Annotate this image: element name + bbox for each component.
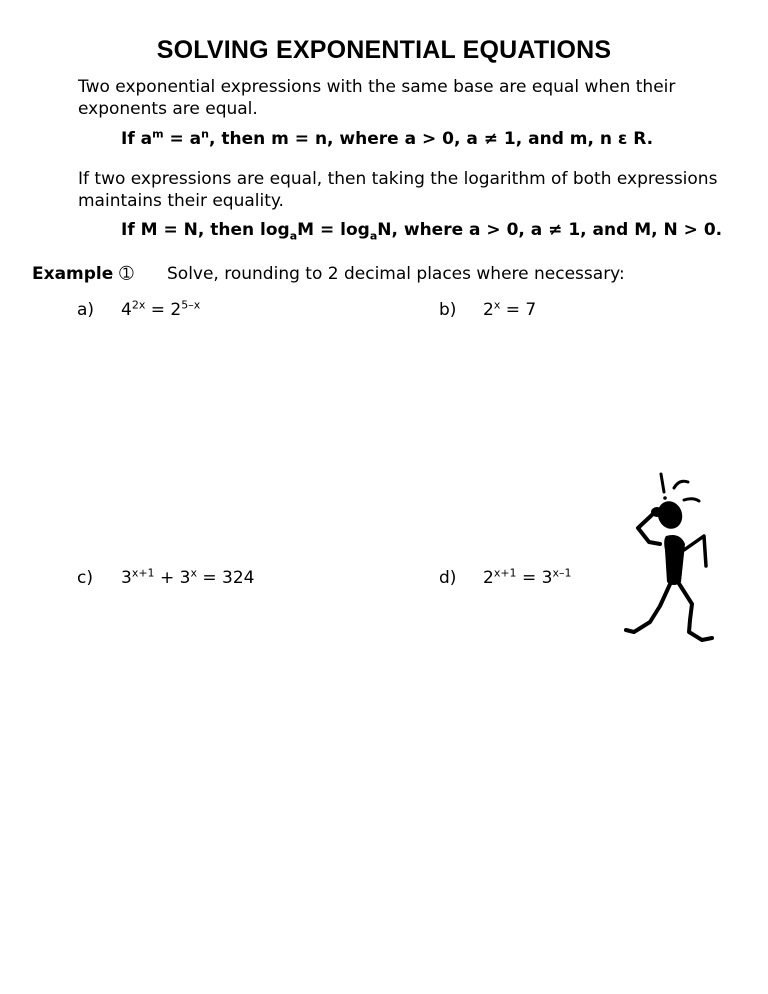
expr-text: = 3 [516, 568, 553, 588]
example-instruction: Solve, rounding to 2 decimal places where necessary: [167, 264, 625, 284]
rule-text: If M = N, then log [121, 220, 290, 240]
problem-letter: b) [439, 300, 457, 320]
expr-exponent: 5–x [181, 298, 201, 312]
problem-expression [121, 568, 254, 588]
exponent-rule [121, 129, 653, 149]
problem-expression [483, 300, 536, 320]
intro-paragraph: Two exponential expressions with the same base are equal when their exponents are equal. [78, 77, 676, 119]
rule-text: = a [163, 129, 202, 149]
expr-text: 2 [483, 568, 494, 588]
expr-exponent: x+1 [493, 566, 517, 580]
rule-text: M = log [297, 220, 370, 240]
problem-letter: a) [77, 300, 95, 320]
problem-expression [483, 568, 571, 588]
rule-text: , then m = n, where a > 0, a ≠ 1, and m, n ε R. [209, 129, 654, 149]
expr-exponent: x–1 [552, 566, 572, 580]
rule-exponent: n [201, 127, 209, 141]
expr-text: 4 [121, 300, 132, 320]
problem-letter: d) [439, 568, 457, 588]
page-title: SOLVING EXPONENTIAL EQUATIONS [156, 36, 612, 64]
example-label: Example ➀ [32, 264, 134, 284]
rule-subscript: a [289, 229, 298, 243]
expr-exponent: x [190, 566, 197, 580]
rule-text: N, where a > 0, a ≠ 1, and M, N > 0. [377, 220, 723, 240]
expr-exponent: x+1 [131, 566, 155, 580]
problem-expression [121, 300, 200, 320]
expr-text: = 2 [145, 300, 182, 320]
expr-text: = 324 [196, 568, 255, 588]
logarithm-rule [121, 220, 723, 243]
logarithm-paragraph: If two expressions are equal, then taking the logarithm of both expressions maintains their equality. [78, 169, 718, 211]
expr-exponent: 2x [131, 298, 146, 312]
expr-text: 3 [121, 568, 132, 588]
expr-text: = 7 [500, 300, 537, 320]
rule-exponent: m [152, 127, 164, 141]
expr-text: + 3 [154, 568, 191, 588]
confused-figure-icon [618, 470, 718, 648]
rule-text: If a [121, 129, 153, 149]
expr-text: 2 [483, 300, 494, 320]
problem-letter: c) [77, 568, 93, 588]
rule-subscript: a [369, 229, 378, 243]
expr-exponent: x [493, 298, 501, 312]
